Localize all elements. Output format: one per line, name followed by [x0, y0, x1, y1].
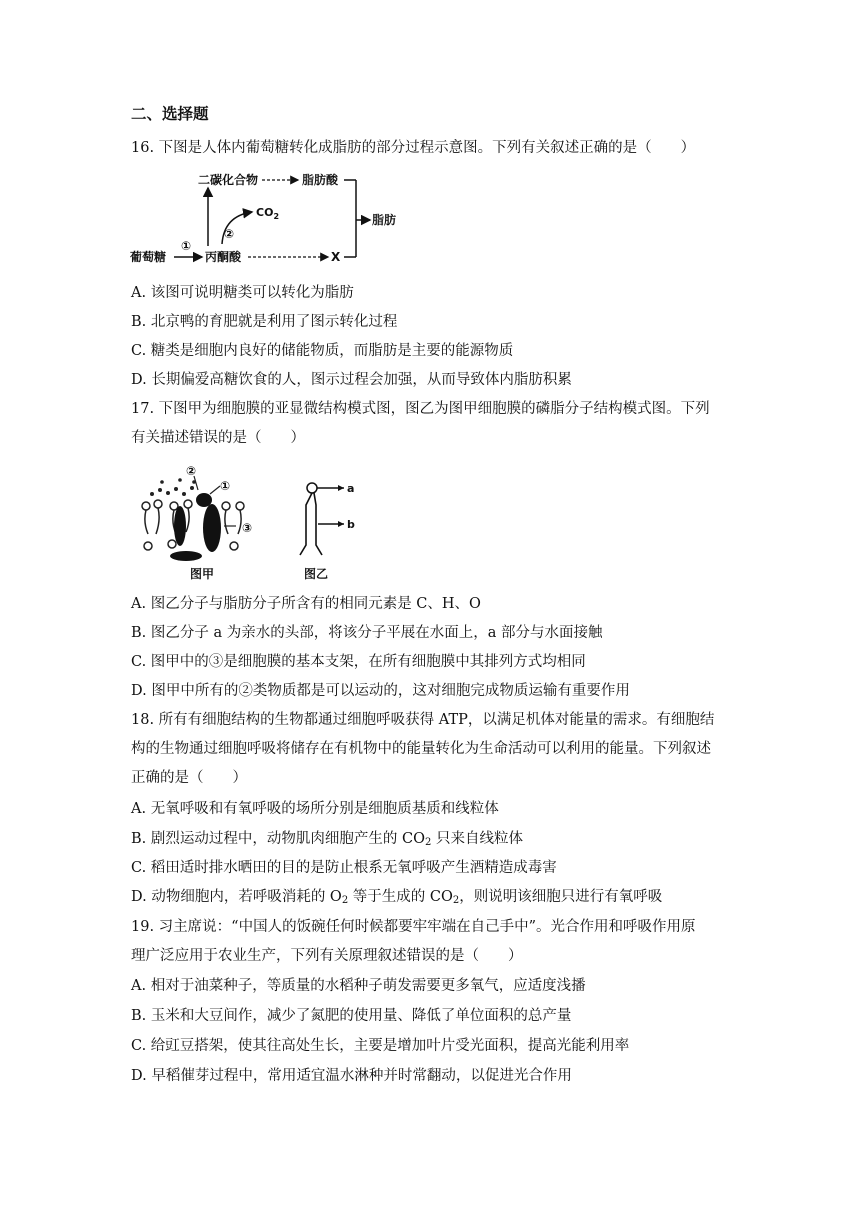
- glucose-label: 葡萄糖: [130, 250, 167, 264]
- question-18-stem-line-1: 18. 所有有细胞结构的生物都通过细胞呼吸获得 ATP，以满足机体对能量的需求。有细胞结: [131, 712, 715, 728]
- question-18-stem-line-2: 构的生物通过细胞呼吸将储存在有机物中的能量转化为生命活动可以利用的能量。下列叙述: [131, 741, 711, 757]
- question-19-option-d: D. 早稻催芽过程中，常用适宜温水淋种并时常翻动，以促进光合作用: [131, 1068, 572, 1084]
- phospholipid-mark-a: a: [347, 482, 355, 495]
- question-19-stem-line-1: 19. 习主席说：“中国人的饭碗任何时候都要牢牢端在自己手中”。光合作用和呼吸作用原: [131, 919, 696, 935]
- question-18-option-c: C. 稻田适时排水晒田的目的是防止根系无氧呼吸产生酒精造成毒害: [131, 860, 557, 876]
- question-16-option-a: A. 该图可说明糖类可以转化为脂肪: [131, 285, 354, 301]
- question-17-option-b: B. 图乙分子 a 为亲水的头部，将该分子平展在水面上，a 部分与水面接触: [131, 625, 603, 641]
- question-16-option-b: B. 北京鸭的育肥就是利用了图示转化过程: [131, 314, 398, 330]
- co2-label: $CO_2$: [256, 206, 280, 221]
- phospholipid-mark-b: b: [347, 518, 355, 531]
- question-17-option-a: A. 图乙分子与脂肪分子所含有的相同元素是 C、H、O: [131, 596, 481, 612]
- membrane-figures-svg: [132, 460, 372, 585]
- phospholipid-figure-b: [300, 483, 344, 555]
- question-19-option-a: A. 相对于油菜种子，等质量的水稻种子萌发需要更多氧气，应适度浅播: [131, 978, 586, 994]
- x-label: X: [331, 250, 341, 264]
- step-1-label: ①: [181, 239, 192, 253]
- caption-figure-a: 图甲: [190, 567, 215, 581]
- question-17-stem-line-2: 有关描述错误的是（ ）: [131, 430, 305, 446]
- question-17-option-c: C. 图甲中的③是细胞膜的基本支架，在所有细胞膜中其排列方式均相同: [131, 654, 586, 670]
- fatty-acid-label: 脂肪酸: [302, 173, 339, 187]
- step-2-label: ②: [224, 227, 235, 241]
- question-19-stem-line-2: 理广泛应用于农业生产，下列有关原理叙述错误的是（ ）: [131, 948, 523, 964]
- pyruvate-label: 丙酮酸: [205, 250, 242, 264]
- question-18-option-b: B. 剧烈运动过程中，动物肌肉细胞产生的 $CO_2$ 只来自线粒体: [131, 831, 523, 848]
- question-19-option-b: B. 玉米和大豆间作，减少了氮肥的使用量、降低了单位面积的总产量: [131, 1008, 572, 1024]
- two-carbon-label: 二碳化合物: [198, 173, 259, 187]
- question-16-option-d: D. 长期偏爱高糖饮食的人，图示过程会加强，从而导致体内脂肪积累: [131, 372, 572, 388]
- section-title: 二、选择题: [131, 104, 209, 123]
- question-16-option-c: C. 糖类是细胞内良好的储能物质，而脂肪是主要的能源物质: [131, 343, 514, 359]
- question-18-option-a: A. 无氧呼吸和有氧呼吸的场所分别是细胞质基质和线粒体: [131, 801, 499, 817]
- glucose-fat-diagram-svg: [128, 164, 408, 276]
- glucose-fat-diagram: [128, 164, 408, 276]
- question-19-option-c: C. 给豇豆搭架，使其往高处生长，主要是增加叶片受光面积，提高光能利用率: [131, 1038, 630, 1054]
- membrane-label-3: ③: [242, 521, 253, 535]
- question-16-stem: 16. 下图是人体内葡萄糖转化成脂肪的部分过程示意图。下列有关叙述正确的是（ ）: [131, 140, 696, 156]
- membrane-figures: [132, 460, 372, 585]
- question-18-stem-line-3: 正确的是（ ）: [131, 770, 247, 786]
- question-17-stem-line-1: 17. 下图甲为细胞膜的亚显微结构模式图，图乙为图甲细胞膜的磷脂分子结构模式图。下列: [131, 401, 710, 417]
- question-18-option-d: D. 动物细胞内，若呼吸消耗的 $O_2$ 等于生成的 $CO_2$，则说明该细胞只进行有氧呼吸: [131, 889, 663, 906]
- caption-figure-b: 图乙: [304, 567, 329, 581]
- membrane-label-2: ②: [186, 464, 197, 478]
- fat-label: 脂肪: [372, 213, 397, 227]
- question-17-option-d: D. 图甲中所有的②类物质都是可以运动的，这对细胞完成物质运输有重要作用: [131, 683, 630, 699]
- membrane-label-1: ①: [220, 479, 231, 493]
